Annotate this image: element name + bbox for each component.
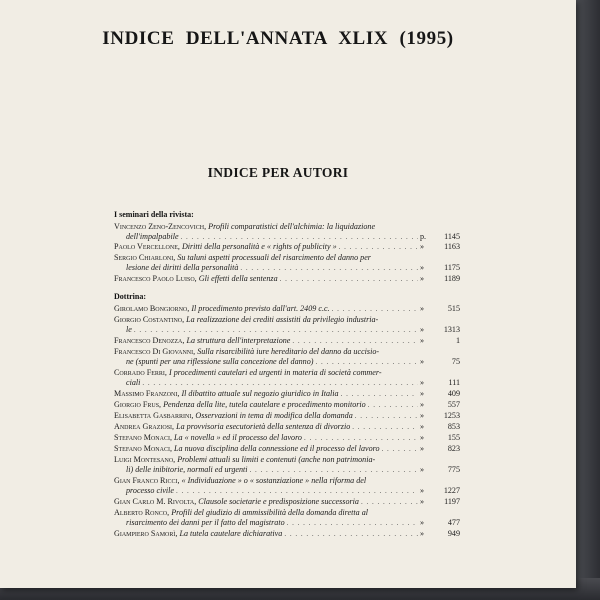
entry-page-prefix: » bbox=[420, 357, 425, 367]
index-entry bbox=[114, 497, 460, 507]
entry-author: Alberto Ronco, bbox=[114, 508, 170, 517]
entry-page-prefix: » bbox=[420, 529, 425, 538]
entry-author: Francesco Di Giovanni, bbox=[114, 347, 196, 356]
dot-leader bbox=[368, 400, 418, 410]
group-title-dottrina: Dottrina: bbox=[114, 292, 146, 301]
group-title-seminari: I seminari della rivista: bbox=[114, 210, 194, 219]
entry-page-number: 1197 bbox=[444, 497, 460, 506]
entry-title-line: Profili del giudizio di ammissibilità della domanda diretta al bbox=[171, 508, 368, 517]
entry-page-prefix: p. bbox=[420, 232, 427, 242]
page-header: INDICE DELL'ANNATA XLIX (1995) bbox=[102, 28, 454, 49]
entry-author: Francesco Denozza, bbox=[114, 336, 185, 345]
entry-title-line: lesione dei diritti della personalità bbox=[126, 263, 239, 273]
entry-page-prefix: » bbox=[420, 304, 425, 313]
entry-page-prefix: » bbox=[420, 433, 425, 442]
entry-page-number: 477 bbox=[447, 518, 460, 528]
dot-leader bbox=[284, 529, 418, 539]
index-entry bbox=[114, 222, 460, 243]
entry-author: Stefano Monaci, bbox=[114, 433, 172, 442]
index-entry bbox=[114, 315, 460, 336]
entry-title-line: Osservazioni in tema di modifica della domanda bbox=[195, 411, 353, 420]
entry-title-line: La struttura dell'interpretazione bbox=[186, 336, 291, 345]
entry-page-prefix: » bbox=[420, 518, 425, 528]
entry-page-number: 1189 bbox=[444, 274, 460, 283]
entry-page-prefix: » bbox=[420, 465, 425, 475]
entry-title-line: Problemi attuali su limiti e contenuti (anche non patrimonia- bbox=[177, 455, 376, 464]
entry-page-number: 557 bbox=[447, 400, 460, 409]
dot-leader bbox=[240, 263, 418, 273]
index-entry bbox=[114, 444, 460, 454]
index-entry bbox=[114, 433, 460, 443]
index-entry bbox=[114, 368, 460, 389]
dot-leader bbox=[315, 357, 418, 367]
entry-title-line: Diritti della personalità e « rights of publicity » bbox=[181, 242, 337, 251]
entry-title-line: dell'impalpabile bbox=[126, 232, 179, 242]
entry-page-prefix: » bbox=[420, 378, 425, 388]
entry-page-number: 155 bbox=[447, 433, 460, 442]
entry-author: Francesco Paolo Luiso, bbox=[114, 274, 197, 283]
entry-page-prefix: » bbox=[420, 389, 425, 398]
entry-title-line: La realizzazione dei crediti assistiti da privilegio industria- bbox=[186, 315, 379, 324]
entry-page-number: 515 bbox=[447, 304, 460, 313]
entry-title-line: Gli effetti della sentenza bbox=[198, 274, 278, 283]
entry-author: Elisabetta Gasbarrini, bbox=[114, 411, 194, 420]
entry-author: Corrado Ferri, bbox=[114, 368, 167, 377]
dot-leader bbox=[355, 411, 418, 421]
dot-leader bbox=[341, 389, 418, 399]
entry-title-line: Sulla risarcibilità iure hereditario del danno da uccisio- bbox=[197, 347, 380, 356]
index-entry bbox=[114, 253, 460, 274]
entry-author: Giorgio Frus, bbox=[114, 400, 162, 409]
entry-title-line: risarcimento dei danni per il fatto del magistrato bbox=[126, 518, 285, 528]
dot-leader bbox=[382, 444, 418, 454]
entry-page-prefix: » bbox=[420, 242, 425, 251]
entry-author: Gian Franco Ricci, bbox=[114, 476, 180, 485]
dot-leader bbox=[332, 304, 418, 314]
index-entry bbox=[114, 411, 460, 421]
entry-title-line: La nuova disciplina della connessione ed il processo del lavoro bbox=[174, 444, 380, 453]
entry-title-line: Il dibattito attuale sul negozio giuridico in Italia bbox=[181, 389, 339, 398]
entry-title-line: Su taluni aspetti processuali del risarcimento del danno per bbox=[177, 253, 371, 262]
entry-page-prefix: » bbox=[420, 497, 425, 506]
index-entry bbox=[114, 336, 460, 346]
entry-author: Andrea Graziosi, bbox=[114, 422, 175, 431]
entry-page-prefix: » bbox=[420, 336, 425, 345]
section-title: INDICE PER AUTORI bbox=[207, 165, 349, 180]
entry-page-prefix: » bbox=[420, 274, 425, 283]
dot-leader bbox=[304, 433, 418, 443]
index-entry bbox=[114, 455, 460, 476]
entry-page-prefix: » bbox=[420, 263, 425, 273]
dot-leader bbox=[142, 378, 418, 388]
entry-page-number: 1313 bbox=[443, 325, 460, 335]
entry-author: Sergio Chiarloni, bbox=[114, 253, 176, 262]
entry-author: Girolamo Bongiorno, bbox=[114, 304, 190, 313]
entry-page-prefix: » bbox=[420, 486, 425, 496]
entry-page-number: 1227 bbox=[443, 486, 460, 496]
entry-title-line: I procedimenti cautelari ed urgenti in materia di società commer- bbox=[168, 368, 382, 377]
dot-leader bbox=[250, 465, 418, 475]
index-entry bbox=[114, 400, 460, 410]
entry-page-number: 1163 bbox=[444, 242, 460, 251]
entry-page-number: 1 bbox=[455, 336, 460, 345]
entry-title-line: La tutela cautelare dichiarativa bbox=[179, 529, 283, 538]
index-entry bbox=[114, 529, 460, 539]
index-entry bbox=[114, 476, 460, 497]
entry-page-number: 853 bbox=[447, 422, 460, 431]
entry-page-number: 1253 bbox=[443, 411, 460, 420]
entry-author: Luigi Montesano, bbox=[114, 455, 176, 464]
dot-leader bbox=[280, 274, 418, 284]
entry-page-number: 775 bbox=[447, 465, 460, 475]
entry-title-line: li) delle inibitorie, normali ed urgenti bbox=[126, 465, 248, 475]
entry-title-line: La « novella » ed il processo del lavoro bbox=[174, 433, 302, 442]
entry-page-prefix: » bbox=[420, 422, 425, 431]
entry-title-line: processo civile bbox=[126, 486, 175, 496]
entry-author: Gian Carlo M. Rivolta, bbox=[114, 497, 197, 506]
entry-title-line: « Individuazione » o « sostanziazione » nella riforma del bbox=[181, 476, 367, 485]
entry-title-line: Clausole societarie e predisposizione successoria bbox=[198, 497, 359, 506]
dot-leader bbox=[176, 486, 418, 496]
entry-author: Giorgio Costantino, bbox=[114, 315, 185, 324]
entry-page-number: 111 bbox=[448, 378, 460, 388]
entry-page-prefix: » bbox=[420, 444, 425, 453]
index-entry bbox=[114, 422, 460, 432]
index-entry bbox=[114, 274, 460, 284]
dot-leader bbox=[352, 422, 418, 432]
entry-page-prefix: » bbox=[420, 411, 425, 420]
entry-title-line: Pendenza della lite, tutela cautelare e procedimento monitorio bbox=[163, 400, 366, 409]
index-entry bbox=[114, 242, 460, 252]
dot-leader bbox=[339, 242, 418, 252]
entry-page-number: 1145 bbox=[444, 232, 460, 242]
bleed-through-text bbox=[372, 62, 552, 108]
entry-page-number: 75 bbox=[451, 357, 460, 367]
index-entry bbox=[114, 508, 460, 529]
entry-page-number: 1175 bbox=[444, 263, 460, 273]
entry-title-line: ne (spunti per una riflessione sulla concezione del danno) bbox=[126, 357, 314, 367]
index-entry bbox=[114, 347, 460, 368]
entry-author: Paolo Vercellone, bbox=[114, 242, 180, 251]
index-entry bbox=[114, 389, 460, 399]
entry-author: Vincenzo Zeno-Zencovich, bbox=[114, 222, 207, 231]
entry-title-line: Profili comparatistici dell'alchimia: la liquidazione bbox=[208, 222, 376, 231]
dot-leader bbox=[134, 325, 418, 335]
entry-author: Stefano Monaci, bbox=[114, 444, 172, 453]
entry-page-number: 949 bbox=[447, 529, 460, 538]
dot-leader bbox=[287, 518, 418, 528]
entry-title-line: ciali bbox=[126, 378, 141, 388]
entry-page-prefix: » bbox=[420, 325, 425, 335]
dot-leader bbox=[361, 497, 418, 507]
entry-title-line: La provvisoria esecutorietà della sentenza di divorzio bbox=[176, 422, 351, 431]
entry-page-number: 823 bbox=[447, 444, 460, 453]
entry-title-line: le bbox=[126, 325, 132, 335]
entry-title-line: Il procedimento previsto dall'art. 2409 c.c. bbox=[191, 304, 330, 313]
entry-page-prefix: » bbox=[420, 400, 425, 409]
entry-page-number: 409 bbox=[447, 389, 460, 398]
entry-author: Massimo Franzoni, bbox=[114, 389, 180, 398]
entry-author: Giampiero Samorì, bbox=[114, 529, 178, 538]
index-entry bbox=[114, 304, 460, 314]
dot-leader bbox=[292, 336, 418, 346]
